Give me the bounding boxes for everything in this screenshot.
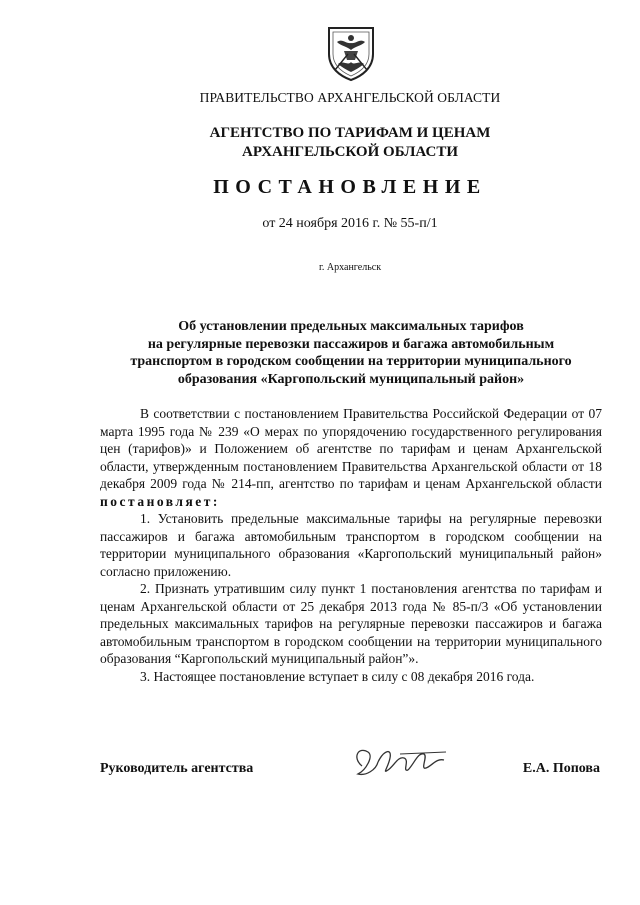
- agency-name: [0, 124, 640, 162]
- agency-name-line-1: АГЕНТСТВО ПО ТАРИФАМ И ЦЕНАМ: [209, 125, 491, 141]
- subject-line-3: транспортом в городском сообщении на территории муниципального: [130, 354, 572, 369]
- decree-item-3: 3. Настоящее постановление вступает в силу с 08 декабря 2016 года.: [140, 668, 535, 684]
- decree-date-number: от 24 ноября 2016 г. № 55-п/1: [262, 216, 438, 231]
- decree-item-2: 2. Признать утратившим силу пункт 1 постановления агентства по тарифам и ценам Архангельской области от 25 декабря 2013 года № 85-п/3 «Об установлении предельных максимальных тарифов на регулярные перевозки пассажиров и багажа автомобильным транспортом в городском сообщении на территории муниципального образования “Каргопольский муниципальный район”».: [100, 581, 602, 666]
- handwritten-signature: [348, 740, 458, 784]
- signer-title: Руководитель агентства: [100, 761, 254, 776]
- coat-of-arms-icon: [326, 24, 376, 82]
- subject-line-2: на регулярные перевозки пассажиров и багажа автомобильным: [147, 336, 555, 352]
- preamble-text: В соответствии с постановлением Правительства Российской Федерации от 07 марта 1995 года № 239 «О мерах по упорядочению государственного регулирования цен (тарифов)» и Положением об агентстве по тарифам и ценам Архангельской области, утвержденным постановлением Правительства Архангельской области от 18 декабря 2009 года № 214-пп, агентство по тарифам и ценам Архангельской области: [100, 406, 602, 491]
- government-name: ПРАВИТЕЛЬСТВО АРХАНГЕЛЬСКОЙ ОБЛАСТИ: [199, 90, 501, 105]
- decree-item-1: 1. Установить предельные максимальные тарифы на регулярные перевозки пассажиров и багажа автомобильным транспортом в городском сообщении на территории муниципального образования «Каргопольский муниципальный район» согласно приложению.: [100, 511, 602, 579]
- document-type-title: ПОСТАНОВЛЕНИЕ: [213, 176, 487, 198]
- subject-line-1: Об установлении предельных максимальных тарифов: [178, 319, 524, 334]
- preamble-paragraph: [100, 405, 602, 510]
- decree-subject: [100, 318, 602, 388]
- decree-body: [100, 405, 602, 685]
- subject-line-4: образования «Каргопольский муниципальный район»: [177, 371, 525, 387]
- signer-name: Е.А. Попова: [522, 761, 600, 776]
- decrees-keyword: постановляет:: [100, 493, 220, 509]
- city-name: г. Архангельск: [318, 262, 382, 273]
- agency-name-line-2: АРХАНГЕЛЬСКОЙ ОБЛАСТИ: [242, 144, 458, 160]
